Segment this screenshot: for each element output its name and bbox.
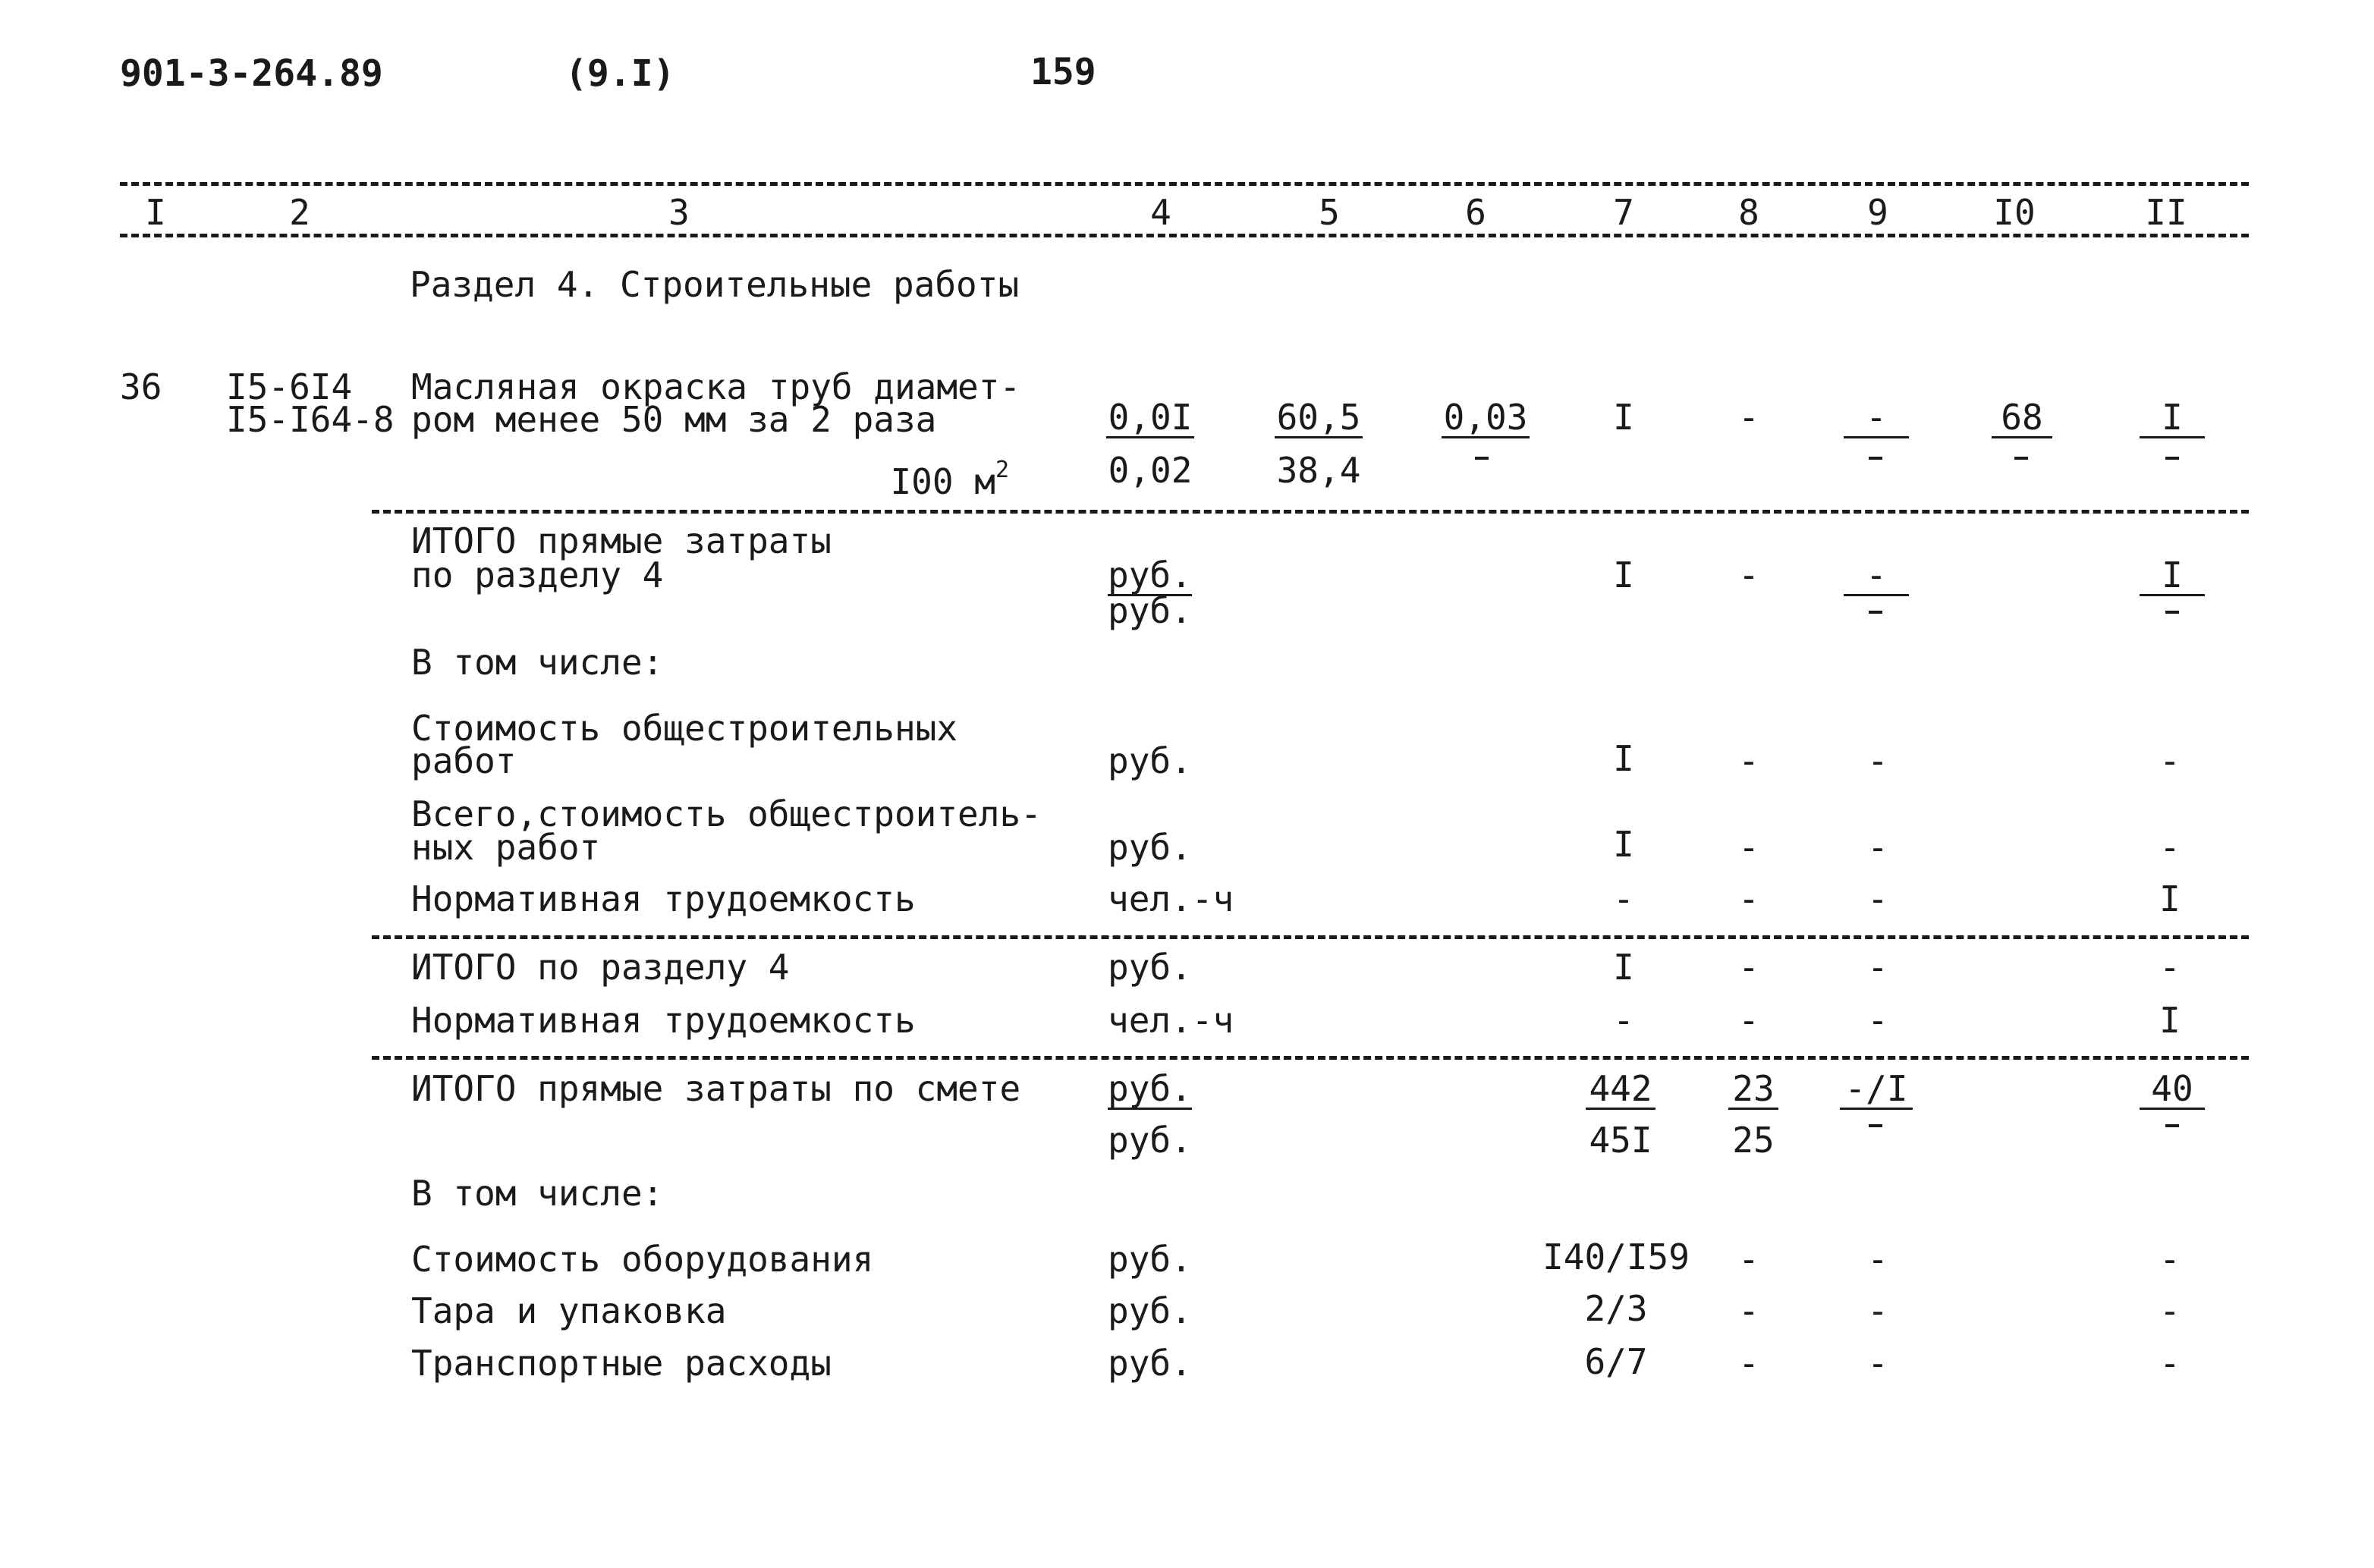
item-col10-dash: [2014, 457, 2028, 460]
subtotal-label-line-2: по разделу 4: [411, 555, 664, 595]
item-col6: 0,03: [1442, 398, 1530, 438]
subtotal-label-line-1: ИТОГО прямые затраты: [411, 520, 832, 561]
item-col6-dash: [1475, 457, 1489, 460]
item-col4-bottom: 0,02: [1108, 450, 1193, 491]
general-cost-label-line-2: работ: [411, 740, 517, 781]
packaging-label: Тара и упаковка: [411, 1290, 727, 1331]
labor-2-label: Нормативная трудоемкость: [411, 1000, 916, 1041]
equipment-label: Стоимость оборудования: [411, 1239, 874, 1280]
general-cost-unit: руб.: [1108, 740, 1192, 781]
subtotal-col8: -: [1738, 555, 1759, 595]
total-estimate-col9-dash: [1869, 1124, 1882, 1127]
item-col8: -: [1738, 397, 1759, 438]
total-general-col7: I: [1613, 824, 1634, 865]
labor-1-col8: -: [1738, 878, 1759, 919]
subtotal-col11-dash: [2165, 611, 2179, 614]
labor-2-col7: -: [1613, 1000, 1634, 1041]
packaging-col7: 2/3: [1584, 1288, 1648, 1329]
total-estimate-col7-bottom: 45I: [1589, 1120, 1652, 1161]
col-header-8: 8: [1738, 192, 1759, 233]
col-header-9: 9: [1867, 192, 1888, 233]
col-header-2: 2: [289, 192, 310, 233]
col-header-6: 6: [1465, 192, 1486, 233]
total-general-col9: -: [1867, 827, 1888, 868]
row-divider-2: [372, 935, 2249, 939]
labor-2-unit: чел.-ч: [1108, 1000, 1234, 1041]
col-header-10: I0: [1993, 192, 2036, 233]
table-top-rule: [120, 182, 2249, 186]
document-code: 901-3-264.89: [120, 52, 383, 95]
labor-2-col8: -: [1738, 1000, 1759, 1041]
item-col9-dash: [1869, 457, 1882, 460]
transport-col11: -: [2159, 1343, 2181, 1384]
including-label-2: В том числе:: [411, 1173, 664, 1214]
total-section-unit: руб.: [1108, 947, 1192, 988]
total-estimate-label: ИТОГО прямые затраты по смете: [411, 1068, 1021, 1109]
transport-col9: -: [1867, 1343, 1888, 1384]
equipment-unit: руб.: [1108, 1239, 1192, 1280]
total-general-unit: руб.: [1108, 827, 1192, 868]
total-estimate-unit-bottom: руб.: [1108, 1120, 1192, 1161]
total-estimate-col9: -/I: [1840, 1070, 1913, 1110]
item-code-1: I5-6I4: [226, 366, 353, 407]
item-code-2: I5-I64-8: [226, 399, 395, 440]
total-general-col11: -: [2159, 827, 2181, 868]
labor-1-col9: -: [1867, 878, 1888, 919]
equipment-col9: -: [1867, 1239, 1888, 1280]
packaging-unit: руб.: [1108, 1290, 1192, 1331]
packaging-col8: -: [1738, 1290, 1759, 1331]
total-section-label: ИТОГО по разделу 4: [411, 947, 790, 988]
total-section-col8: -: [1738, 947, 1759, 988]
equipment-col7: I40/I59: [1542, 1236, 1690, 1277]
item-col4-top: 0,0I: [1106, 398, 1194, 438]
labor-1-col11: I: [2159, 878, 2181, 919]
subtotal-unit-bottom: руб.: [1108, 590, 1192, 631]
transport-col8: -: [1738, 1343, 1759, 1384]
including-label-1: В том числе:: [411, 642, 664, 683]
item-col9: -: [1844, 398, 1909, 438]
total-general-label-line-1: Всего,стоимость общестроитель-: [411, 793, 1042, 834]
item-col5-bottom: 38,4: [1276, 450, 1361, 491]
transport-col7: 6/7: [1584, 1341, 1648, 1382]
col-header-1: I: [145, 192, 166, 233]
item-col11: I: [2140, 398, 2205, 438]
equipment-col8: -: [1738, 1239, 1759, 1280]
general-cost-col11: -: [2159, 740, 2181, 781]
total-general-col8: -: [1738, 827, 1759, 868]
total-estimate-col7-top: 442: [1586, 1070, 1656, 1110]
total-section-col11: -: [2159, 947, 2181, 988]
packaging-col11: -: [2159, 1290, 2181, 1331]
table-header-rule: [120, 234, 2249, 237]
item-col10: 68: [1992, 398, 2052, 438]
general-cost-col9: -: [1867, 740, 1888, 781]
transport-label: Транспортные расходы: [411, 1343, 832, 1384]
transport-unit: руб.: [1108, 1343, 1192, 1384]
general-cost-col7: I: [1613, 738, 1634, 779]
labor-1-col7: -: [1613, 878, 1634, 919]
item-number: 36: [120, 366, 162, 407]
subtotal-col9-dash: [1869, 611, 1882, 614]
section-number: (9.I): [565, 52, 675, 95]
total-estimate-col8-top: 23: [1728, 1070, 1778, 1110]
total-estimate-col11-dash: [2165, 1124, 2179, 1127]
subtotal-unit-top: руб.: [1108, 555, 1192, 595]
row-divider-1: [372, 510, 2249, 514]
subtotal-col11: I: [2140, 556, 2205, 596]
col-header-7: 7: [1613, 192, 1634, 233]
col-header-3: 3: [668, 192, 690, 233]
item-description-line-2: ром менее 50 мм за 2 раза: [411, 399, 937, 440]
item-col5-top: 60,5: [1275, 398, 1363, 438]
labor-2-col11: I: [2159, 1000, 2181, 1041]
item-description-line-1: Масляная окраска труб диамет-: [411, 366, 1021, 407]
total-estimate-unit-top: руб.: [1108, 1068, 1192, 1109]
total-section-col7: I: [1613, 947, 1634, 988]
item-col11-dash: [2165, 457, 2179, 460]
subtotal-col7: I: [1613, 555, 1634, 595]
total-general-label-line-2: ных работ: [411, 827, 601, 868]
item-unit: I00 $м^2$: [890, 457, 1009, 502]
labor-1-label: Нормативная трудоемкость: [411, 878, 916, 919]
general-cost-col8: -: [1738, 740, 1759, 781]
total-estimate-col11: 40: [2140, 1070, 2205, 1110]
packaging-col9: -: [1867, 1290, 1888, 1331]
col-header-4: 4: [1150, 192, 1171, 233]
subtotal-col9: -: [1844, 556, 1909, 596]
section-title: Раздел 4. Строительные работы: [410, 264, 1020, 305]
item-col7: I: [1613, 397, 1634, 438]
col-header-5: 5: [1319, 192, 1340, 233]
page-number: 159: [1030, 51, 1096, 93]
general-cost-label-line-1: Стоимость общестроительных: [411, 708, 958, 749]
row-divider-3: [372, 1056, 2249, 1060]
labor-2-col9: -: [1867, 1000, 1888, 1041]
total-estimate-col8-bottom: 25: [1732, 1120, 1775, 1161]
total-section-col9: -: [1867, 947, 1888, 988]
labor-1-unit: чел.-ч: [1108, 878, 1234, 919]
col-header-11: II: [2145, 192, 2187, 233]
equipment-col11: -: [2159, 1239, 2181, 1280]
